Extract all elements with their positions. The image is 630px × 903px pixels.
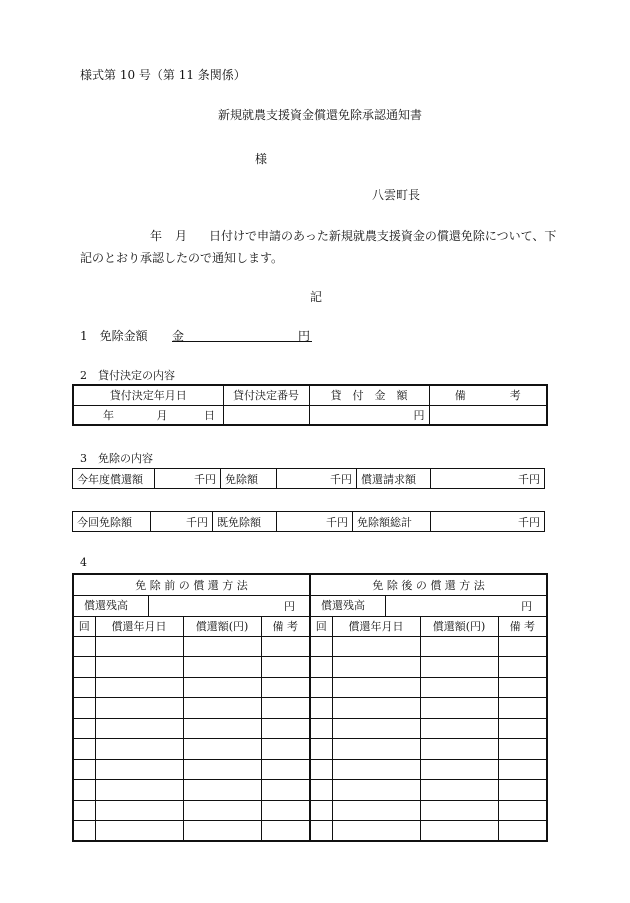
table-cell (310, 636, 332, 657)
table-cell (183, 677, 261, 698)
exemption-total-label: 免除額総計 (353, 512, 431, 532)
table-cell (73, 821, 95, 842)
table-cell (420, 636, 498, 657)
table-cell (73, 739, 95, 760)
table-cell (73, 800, 95, 821)
table-cell (310, 800, 332, 821)
table-cell (498, 636, 547, 657)
table-cell (261, 800, 310, 821)
table-cell (261, 780, 310, 801)
body-line1: 日付けで申請のあった新規就農支援資金の償還免除について、下 (209, 229, 557, 243)
current-year-repayment-label: 今年度償還額 (73, 469, 155, 489)
loan-decision-table (72, 384, 548, 426)
decision-day: 日 (204, 408, 215, 422)
body-line2: 記のとおり承認したので通知します。 (80, 251, 284, 265)
table-cell (420, 759, 498, 780)
before-col-amount: 償還額(円) (183, 616, 261, 636)
table-cell (73, 677, 95, 698)
table-cell (183, 800, 261, 821)
remarks-cell (429, 405, 547, 425)
decision-year: 年 (103, 408, 114, 422)
table-cell (73, 718, 95, 739)
header-decision-date: 貸付決定年月日 (73, 385, 223, 405)
table-cell (95, 821, 183, 842)
header-loan-amount: 貸 付 金 額 (309, 385, 429, 405)
already-exempted-value: 千円 (277, 512, 353, 532)
recipient-suffix: 様 (255, 152, 268, 166)
document-title: 新規就農支援資金償還免除承認通知書 (218, 108, 423, 122)
table-cell (261, 657, 310, 678)
after-col-remarks: 備 考 (498, 616, 547, 636)
table-cell (73, 657, 95, 678)
section1-yen: 円 (298, 329, 311, 343)
table-cell (183, 657, 261, 678)
after-balance-label: 償還残高 (311, 596, 386, 616)
table-row (73, 739, 547, 760)
table-cell (310, 780, 332, 801)
table-row (73, 677, 547, 698)
decision-date-cell (73, 405, 223, 425)
table-cell (332, 636, 420, 657)
header-remarks: 備 考 (429, 385, 547, 405)
decision-number-cell (223, 405, 309, 425)
table-row (73, 657, 547, 678)
this-time-exemption-label: 今回免除額 (73, 512, 151, 532)
after-col-amount: 償還額(円) (420, 616, 498, 636)
table-cell (95, 800, 183, 821)
exemption-total-value: 千円 (431, 512, 545, 532)
table-cell (261, 636, 310, 657)
table-cell (183, 780, 261, 801)
table-cell (261, 739, 310, 760)
before-col-remarks: 備 考 (261, 616, 310, 636)
table-cell (183, 698, 261, 719)
table-cell (95, 698, 183, 719)
table-cell (498, 800, 547, 821)
before-col-kai: 回 (73, 616, 95, 636)
exemption-table-1 (72, 468, 545, 489)
table-cell (498, 657, 547, 678)
table-cell (498, 821, 547, 842)
table-cell (420, 657, 498, 678)
table-cell (420, 677, 498, 698)
decision-month: 月 (156, 408, 168, 422)
table-cell (95, 657, 183, 678)
table-row (73, 636, 547, 657)
issuer: 八雲町長 (372, 188, 421, 202)
table-cell (310, 698, 332, 719)
table-cell (261, 821, 310, 842)
table-cell (420, 739, 498, 760)
section1-kin: 金 (172, 329, 185, 343)
table-cell (95, 718, 183, 739)
table-cell (420, 780, 498, 801)
table-cell (498, 698, 547, 719)
table-cell (332, 698, 420, 719)
table-cell (420, 821, 498, 842)
table-cell (95, 636, 183, 657)
table-row (73, 759, 547, 780)
after-balance-yen: 円 (521, 599, 533, 613)
exemption-amount-value: 千円 (277, 469, 357, 489)
table-row (73, 821, 547, 842)
table-cell (183, 636, 261, 657)
table-cell (310, 657, 332, 678)
table-cell (261, 677, 310, 698)
loan-amount-cell: 円 (309, 405, 429, 425)
current-year-repayment-value: 千円 (155, 469, 221, 489)
table-cell (420, 698, 498, 719)
table-cell (420, 718, 498, 739)
table-cell (261, 718, 310, 739)
table-cell (73, 759, 95, 780)
table-cell (310, 739, 332, 760)
ki-heading: 記 (310, 290, 323, 304)
section3-label: 3 免除の内容 (80, 452, 153, 465)
body-month: 月 (175, 229, 188, 243)
table-cell (332, 718, 420, 739)
this-time-exemption-value: 千円 (151, 512, 213, 532)
table-row (73, 698, 547, 719)
exemption-table-2 (72, 511, 545, 532)
section2-label: 2 貸付決定の内容 (80, 369, 175, 382)
header-decision-number: 貸付決定番号 (223, 385, 309, 405)
table-row (73, 718, 547, 739)
before-balance-yen: 円 (284, 599, 296, 613)
table-cell (261, 698, 310, 719)
table-cell (310, 677, 332, 698)
table-cell (310, 759, 332, 780)
section4-label: 4 (80, 556, 87, 569)
section1-label: 1 免除金額 (80, 329, 148, 343)
table-cell (498, 739, 547, 760)
before-balance-label: 償還残高 (74, 596, 149, 616)
table-cell (310, 821, 332, 842)
after-exemption-title: 免 除 後 の 償 還 方 法 (310, 574, 547, 595)
table-cell (95, 780, 183, 801)
table-row (73, 800, 547, 821)
table-cell (183, 739, 261, 760)
after-balance-cell (310, 595, 547, 616)
form-number: 様式第 10 号（第 11 条関係） (80, 68, 246, 82)
table-cell (261, 759, 310, 780)
repayment-request-label: 償還請求額 (357, 469, 431, 489)
table-cell (95, 677, 183, 698)
table-cell (73, 780, 95, 801)
table-cell (498, 759, 547, 780)
table-cell (183, 821, 261, 842)
before-col-date: 償還年月日 (95, 616, 183, 636)
exemption-amount-label: 免除額 (221, 469, 277, 489)
after-col-kai: 回 (310, 616, 332, 636)
after-col-date: 償還年月日 (332, 616, 420, 636)
table-cell (332, 677, 420, 698)
table-cell (332, 739, 420, 760)
table-cell (332, 821, 420, 842)
table-cell (332, 759, 420, 780)
body-year: 年 (150, 229, 163, 243)
table-cell (73, 636, 95, 657)
table-cell (73, 698, 95, 719)
table-cell (95, 759, 183, 780)
table-cell (420, 800, 498, 821)
already-exempted-label: 既免除額 (213, 512, 277, 532)
before-balance-cell (73, 595, 310, 616)
table-cell (498, 718, 547, 739)
amount-underline (172, 341, 312, 342)
table-cell (332, 657, 420, 678)
before-exemption-title: 免 除 前 の 償 還 方 法 (73, 574, 310, 595)
table-row (73, 780, 547, 801)
table-cell (332, 780, 420, 801)
table-cell (183, 759, 261, 780)
table-cell (310, 718, 332, 739)
table-cell (95, 739, 183, 760)
table-cell (498, 780, 547, 801)
table-cell (498, 677, 547, 698)
table-cell (183, 718, 261, 739)
table-cell (332, 800, 420, 821)
repayment-request-value: 千円 (431, 469, 545, 489)
repayment-method-table (72, 573, 548, 842)
